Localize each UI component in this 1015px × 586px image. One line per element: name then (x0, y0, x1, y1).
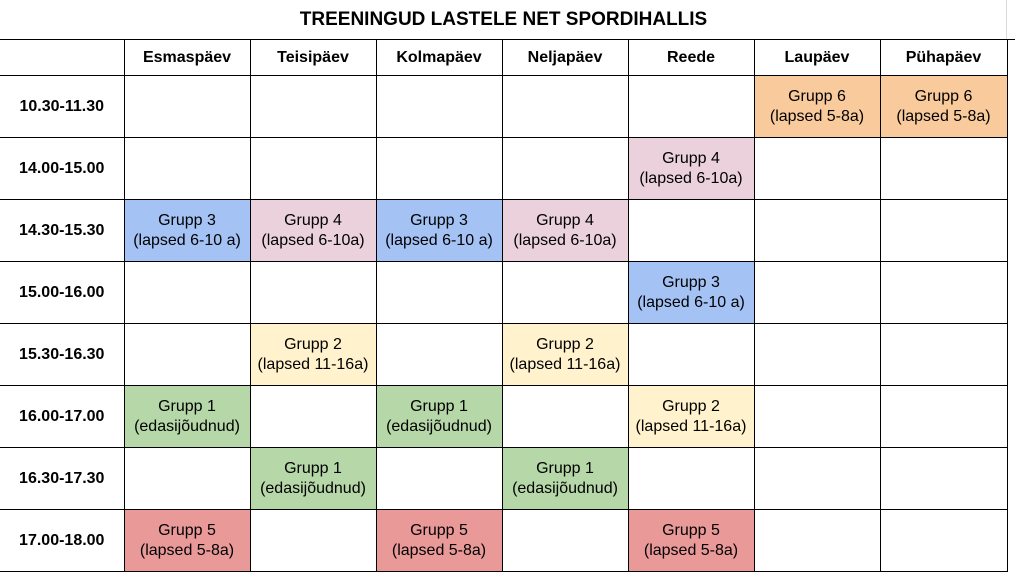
sheet-edge (1006, 0, 1007, 40)
group-name: Grupp 1 (536, 459, 594, 477)
session-cell (250, 200, 376, 262)
empty-cell (754, 324, 880, 386)
empty-cell (502, 262, 628, 324)
session-cell (250, 324, 376, 386)
day-header: Kolmapäev (376, 40, 502, 76)
empty-cell (502, 386, 628, 448)
group-name: Grupp 2 (536, 335, 594, 353)
group-name: Grupp 1 (158, 397, 216, 415)
empty-cell (880, 324, 1007, 386)
time-row (0, 448, 1007, 510)
empty-cell (754, 448, 880, 510)
group-name: Grupp 3 (662, 273, 720, 291)
group-name: Grupp 5 (410, 521, 468, 539)
empty-cell (502, 510, 628, 572)
time-row (0, 200, 1007, 262)
time-label: 15.30-16.30 (0, 324, 124, 386)
day-header: Esmaspäev (124, 40, 250, 76)
empty-cell (250, 138, 376, 200)
group-note: (edasijõudnud) (134, 417, 240, 435)
group-note: (lapsed 5-8a) (896, 107, 991, 125)
group-name: Grupp 4 (284, 211, 342, 229)
empty-cell (376, 324, 502, 386)
empty-cell (880, 510, 1007, 572)
session-cell (628, 138, 754, 200)
time-label: 15.00-16.00 (0, 262, 124, 324)
time-label: 14.00-15.00 (0, 138, 124, 200)
time-row (0, 138, 1007, 200)
empty-cell (124, 324, 250, 386)
empty-cell (880, 200, 1007, 262)
session-cell (124, 510, 250, 572)
empty-cell (880, 386, 1007, 448)
group-note: (lapsed 5-8a) (139, 541, 235, 559)
empty-cell (502, 76, 628, 138)
group-note: (lapsed 6-10 a) (385, 231, 493, 249)
header-corner-cell (0, 40, 124, 76)
group-name: Grupp 4 (536, 211, 594, 229)
time-row (0, 510, 1007, 572)
empty-cell (628, 76, 754, 138)
group-note: (lapsed 5-8a) (643, 541, 739, 559)
session-cell (502, 200, 628, 262)
group-note: (lapsed 11-16a) (257, 355, 369, 373)
group-note: (lapsed 6-10 a) (133, 231, 241, 249)
empty-cell (376, 76, 502, 138)
header-row (0, 40, 1007, 76)
time-label: 16.00-17.00 (0, 386, 124, 448)
session-cell (628, 386, 754, 448)
session-cell (880, 76, 1007, 138)
group-name: Grupp 2 (284, 335, 342, 353)
empty-cell (880, 448, 1007, 510)
empty-cell (880, 262, 1007, 324)
group-name: Grupp 6 (914, 87, 973, 105)
group-name: Grupp 4 (662, 149, 720, 167)
schedule-table (0, 39, 1008, 572)
group-note: (lapsed 5-8a) (391, 541, 487, 559)
session-cell (502, 448, 628, 510)
empty-cell (124, 76, 250, 138)
empty-cell (754, 138, 880, 200)
group-note: (lapsed 6-10 a) (637, 293, 745, 311)
empty-cell (628, 448, 754, 510)
time-label: 17.00-18.00 (0, 510, 124, 572)
empty-cell (754, 262, 880, 324)
empty-cell (124, 138, 250, 200)
group-name: Grupp 6 (788, 87, 846, 105)
schedule-body (0, 76, 1007, 572)
session-cell (628, 510, 754, 572)
group-name: Grupp 1 (284, 459, 342, 477)
session-cell (628, 262, 754, 324)
session-cell (250, 448, 376, 510)
group-note: (lapsed 6-10a) (513, 231, 617, 249)
day-header: Reede (628, 40, 754, 76)
empty-cell (250, 510, 376, 572)
session-cell (376, 386, 502, 448)
empty-cell (628, 200, 754, 262)
time-row (0, 386, 1007, 448)
time-label: 14.30-15.30 (0, 200, 124, 262)
time-label: 10.30-11.30 (0, 76, 124, 138)
time-row (0, 324, 1007, 386)
group-note: (edasijõudnud) (260, 479, 366, 497)
group-note: (edasijõudnud) (386, 417, 492, 435)
group-note: (lapsed 11-16a) (635, 417, 747, 435)
empty-cell (124, 262, 250, 324)
group-note: (lapsed 6-10a) (261, 231, 365, 249)
session-cell (124, 386, 250, 448)
empty-cell (754, 386, 880, 448)
group-name: Grupp 5 (662, 521, 720, 539)
empty-cell (250, 386, 376, 448)
day-header: Laupäev (754, 40, 880, 76)
time-label: 16.30-17.30 (0, 448, 124, 510)
empty-cell (754, 200, 880, 262)
session-cell (376, 510, 502, 572)
empty-cell (754, 510, 880, 572)
empty-cell (376, 262, 502, 324)
group-name: Grupp 2 (662, 397, 720, 415)
empty-cell (376, 448, 502, 510)
session-cell (376, 200, 502, 262)
session-cell (124, 200, 250, 262)
session-cell (754, 76, 880, 138)
group-note: (lapsed 11-16a) (509, 355, 621, 373)
empty-cell (880, 138, 1007, 200)
group-name: Grupp 1 (410, 397, 468, 415)
time-row (0, 262, 1007, 324)
group-name: Grupp 3 (158, 211, 216, 229)
empty-cell (124, 448, 250, 510)
schedule-title: TREENINGUD LASTELE NET SPORDIHALLIS (299, 9, 708, 30)
day-header: Neljapäev (502, 40, 628, 76)
time-row (0, 76, 1007, 138)
group-name: Grupp 5 (158, 521, 216, 539)
day-header: Pühapäev (880, 40, 1007, 76)
group-name: Grupp 3 (410, 211, 468, 229)
empty-cell (502, 138, 628, 200)
day-header: Teisipäev (250, 40, 376, 76)
empty-cell (628, 324, 754, 386)
group-note: (lapsed 5-8a) (769, 107, 865, 125)
group-note: (edasijõudnud) (512, 479, 618, 497)
empty-cell (376, 138, 502, 200)
group-note: (lapsed 6-10a) (639, 169, 743, 187)
empty-cell (250, 76, 376, 138)
empty-cell (250, 262, 376, 324)
session-cell (502, 324, 628, 386)
